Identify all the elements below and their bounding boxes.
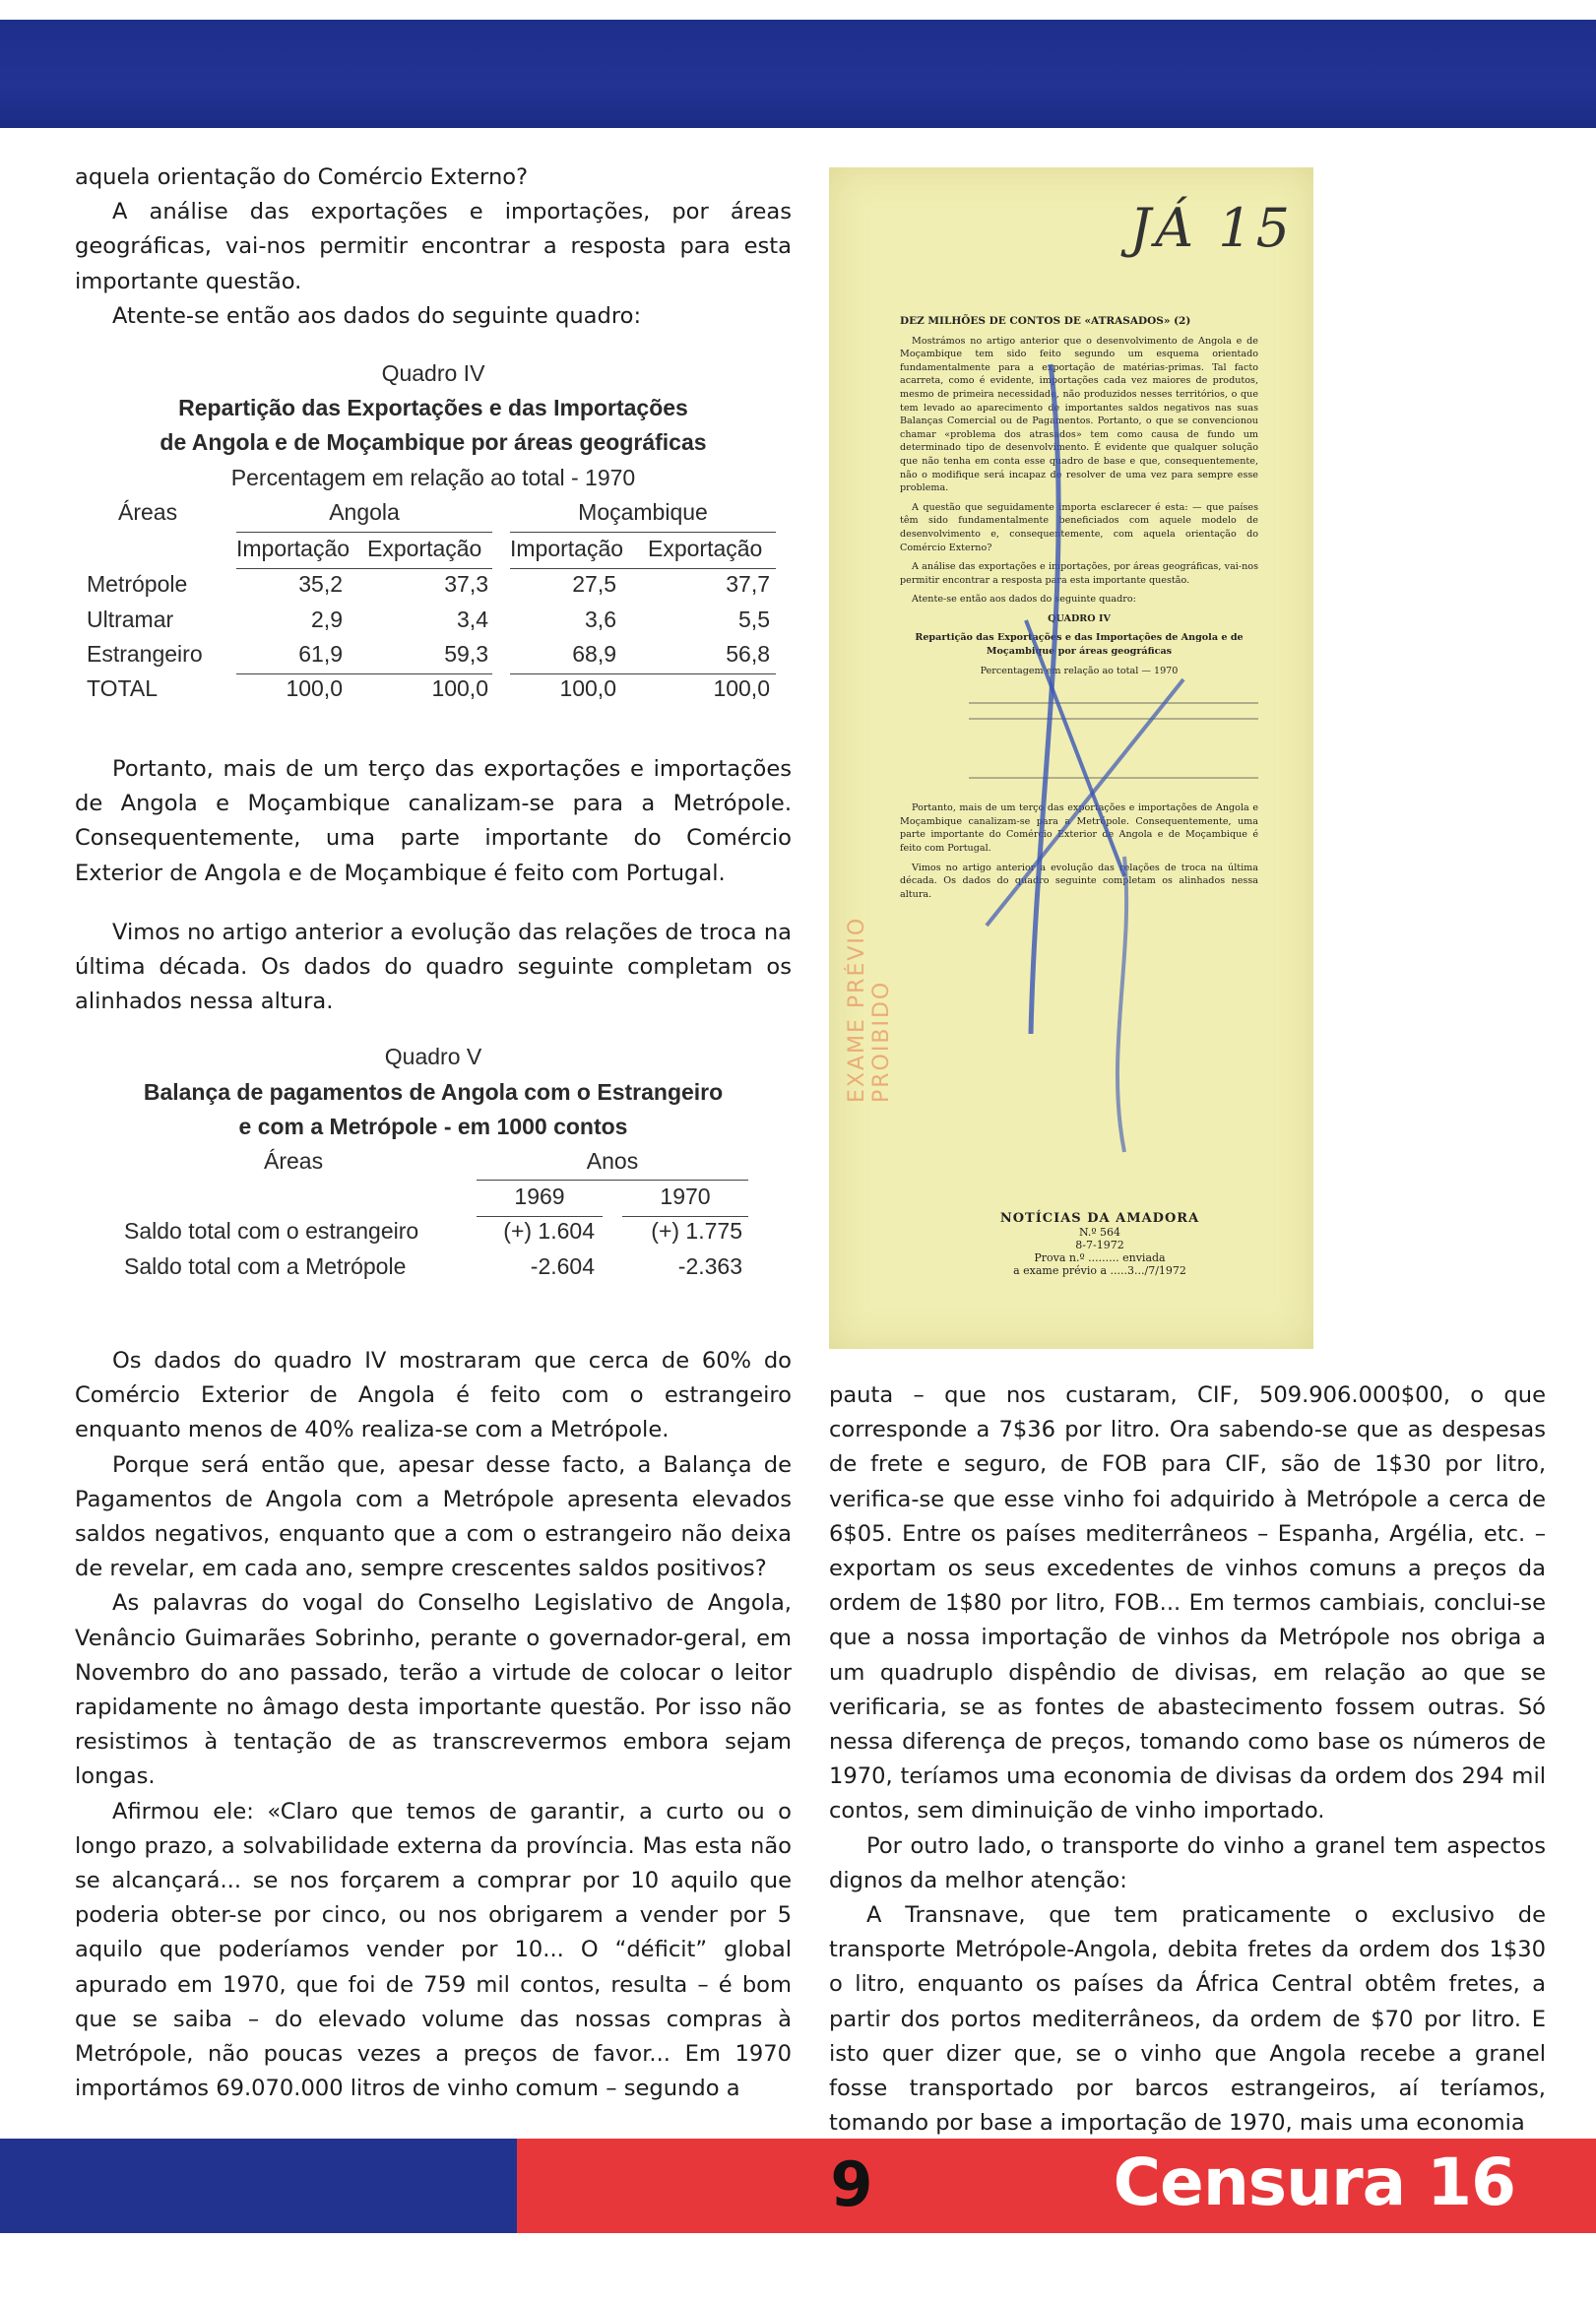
proof-line: Prova n.º ......... enviada — [1034, 1251, 1166, 1264]
table-cell: 59,3 — [444, 641, 488, 667]
table-cell: 37,3 — [444, 571, 488, 597]
footer-band-red — [517, 2139, 1596, 2233]
table-rule — [510, 532, 776, 533]
clipping-paragraph: Mostrámos no artigo anterior que o desenvolvimento de Angola e de Moçambique tem sido feito segundo um esquema orientado fundamentalmente para a exportação de matérias-primas. Tal facto acarreta, como é evidente, importações cada vez maiores de produtos, mesmo de primeira necessidade, não produzidos nesses territórios, o que tem levado ao aparecimento de importantes saldos negativos nas suas Balanças Comercial ou de Pagamentos. Portanto, o que se convencionou chamar «problema dos atrasados» tem como causa de fundo um determinado tipo de desenvolvimento. É evidente que qualquer solução que não tenha em conta esse quadro de base e que, consequentemente, não o modifique será incapaz de resolver de uma vez para sempre esse problema. — [900, 335, 1258, 494]
row-label: TOTAL — [87, 675, 158, 701]
table-cell: 2,9 — [311, 607, 343, 632]
censored-newspaper-clipping — [829, 167, 1313, 1349]
table-cell: 3,4 — [457, 607, 488, 632]
subheader-import: Importação — [236, 536, 351, 561]
table-cell: 27,5 — [572, 571, 616, 597]
table-subtitle: Percentagem em relação ao total - 1970 — [230, 465, 636, 490]
paragraph: Por outro lado, o transporte do vinho a granel tem aspectos dignos da melhor atenção: — [829, 1832, 1546, 1893]
table-cell: 100,0 — [431, 675, 488, 701]
table-cell: 100,0 — [559, 675, 616, 701]
clipping-footer — [977, 1211, 1223, 1277]
table-cell: 37,7 — [726, 571, 770, 597]
column-header-areas: Áreas — [264, 1148, 324, 1174]
header-band — [0, 20, 1596, 128]
left-column-intro — [75, 160, 792, 334]
table-rule — [510, 673, 776, 674]
issue-date: 8-7-1972 — [1075, 1239, 1124, 1251]
paragraph: Os dados do quadro IV mostraram que cerca de 60% do Comércio Exterior de Angola é feito com o estrangeiro enquanto menos de 40% realiza-se com a Metrópole. — [75, 1348, 792, 1443]
paragraph: A Transnave, que tem praticamente o exclusivo de transporte Metrópole-Angola, debita fretes da ordem dos 1$30 o litro, enquanto os países da África Central obtêm fretes, a partir dos portos mediterrâneos, da ordem de $70 por litro. E isto quer dizer que, se o vinho que Angola recebe a granel fosse transportado por barcos estrangeiros, aí teríamos, tomando por base a importação de 1970, mais uma economia — [829, 1902, 1546, 2137]
footer-band-blue — [0, 2139, 517, 2233]
subheader-export: Exportação — [648, 536, 763, 561]
table-cell: (+) 1.604 — [503, 1218, 595, 1244]
table-cell: -2.604 — [530, 1253, 595, 1279]
table-rule — [477, 1180, 748, 1181]
paragraph: Atente-se então aos dados do seguinte quadro: — [112, 302, 642, 329]
issue-number: N.º 564 — [1078, 1226, 1121, 1239]
table-cell: 100,0 — [713, 675, 770, 701]
table-rule — [477, 1216, 603, 1217]
exam-line: a exame prévio a .....3.../7/1972 — [1013, 1264, 1186, 1277]
clipping-title: DEZ MILHÕES DE CONTOS DE «ATRASADOS» (2) — [900, 315, 1191, 327]
row-label: Metrópole — [87, 571, 188, 597]
table-cell: 35,2 — [298, 571, 343, 597]
paragraph: A análise das exportações e importações, por áreas geográficas, vai-nos permitir encontrar a resposta para esta importante questão. — [75, 199, 792, 294]
paragraph: As palavras do vogal do Conselho Legislativo de Angola, Venâncio Guimarães Sobrinho, perante o governador-geral, em Novembro do ano passado, terão a virtude de colocar o leitor rapidamente no âmago desta importante questão. Por isso não resistimos à tentação de as transcrevermos embora sejam longas. — [75, 1590, 792, 1790]
table-rule — [236, 532, 492, 533]
page-number: 9 — [830, 2148, 873, 2220]
table-cell: 5,5 — [738, 607, 770, 632]
paragraph: pauta – que nos custaram, CIF, 509.906.000$00, o que corresponde a 7$36 por litro. Ora sabendo-se que as despesas de frete e seguro, de FOB para CIF, são de 1$30 por litro, verifica-se que esse vinho foi adquirido à Metrópole a cerca de 6$05. Entre os países mediterrâneos – Espanha, Argélia, etc. – exportam os seus excedentes de vinhos comuns a preços da ordem de 1$80 por litro, FOB... Em termos cambiais, conclui-se que a nossa importação de vinhos da Metrópole nos obriga a um quadruplo dispêndio de divisas, em relação ao que se verificaria, se as fontes de abastecimento fossem outras. Só nessa diferença de preços, tomando como base os números de 1970, teríamos uma economia de divisas da ordem dos 294 mil contos, sem diminuição de vinho importado. — [829, 1382, 1546, 1824]
censorship-stamp: EXAME PRÉVIO PROIBIDO — [845, 916, 894, 1103]
clipping-paragraph: A questão que seguidamente importa esclarecer é esta: — que países têm sido fundamentalmente beneficiados com aquele modelo de desenvolvimento e, consequentemente, com aquela orientação do Comércio Externo? — [900, 501, 1258, 553]
paragraph: aquela orientação do Comércio Externo? — [75, 164, 529, 190]
column-header-angola: Angola — [329, 499, 400, 525]
table-title: Repartição das Exportações e das Importações — [178, 395, 688, 420]
row-label: Estrangeiro — [87, 641, 203, 667]
right-column — [829, 1378, 1546, 2141]
left-column-middle-2 — [75, 916, 792, 1020]
year-header: 1970 — [660, 1184, 711, 1209]
clipping-paragraph: Atente-se então aos dados do seguinte quadro: — [912, 594, 1136, 606]
table-label: Quadro V — [384, 1044, 482, 1069]
clipping-paragraph: A análise das exportações e importações, por áreas geográficas, vai-nos permitir encontrar a resposta para esta importante questão. — [900, 561, 1258, 586]
handwritten-note: JÁ 15 — [1129, 197, 1294, 259]
table-title: de Angola e de Moçambique por áreas geográficas — [160, 429, 707, 455]
table-rule — [236, 673, 492, 674]
paragraph: Afirmou ele: «Claro que temos de garantir, a curto ou o longo prazo, a solvabilidade externa da província. Mas esta não se alcançará... se nos forçarem a comprar por 10 aquilo que poderia obter-se por cinco, ou nos obrigarem a vender por 5 aquilo que poderíamos vender por 10... O “déficit” global apurado em 1970, que foi de 759 mil contos, resulta – é bom que se saiba – do elevado volume das nossas compras à Metrópole, não poucas vezes a preços de favor... Em 1970 importámos 69.070.000 litros de vinho comum – segundo a — [75, 1798, 792, 2102]
paragraph: Porque será então que, apesar desse facto, a Balança de Pagamentos de Angola com a Metrópole apresenta elevados saldos negativos, enquanto que a com o estrangeiro não deixa de revelar, em cada ano, sempre crescentes saldos positivos? — [75, 1451, 792, 1582]
table-cell: -2.363 — [677, 1253, 742, 1279]
left-column-middle — [75, 752, 792, 891]
magazine-title: Censura 16 — [1113, 2144, 1515, 2220]
newspaper-name: NOTÍCIAS DA AMADORA — [999, 1211, 1200, 1226]
table-rule — [236, 568, 492, 569]
column-header-mocambique: Moçambique — [578, 499, 708, 525]
subheader-export: Exportação — [367, 536, 482, 561]
table-rule — [510, 568, 776, 569]
censor-cross-out — [829, 167, 1313, 1349]
row-label: Saldo total com a Metrópole — [124, 1253, 407, 1279]
row-label: Saldo total com o estrangeiro — [124, 1218, 419, 1244]
table-cell: 56,8 — [726, 641, 770, 667]
column-header-anos: Anos — [586, 1148, 639, 1174]
table-cell: 61,9 — [298, 641, 343, 667]
column-header-areas: Áreas — [118, 499, 178, 525]
clipping-table-label: QUADRO IV — [1048, 612, 1111, 624]
table-label: Quadro IV — [381, 360, 485, 386]
table-cell: (+) 1.775 — [651, 1218, 742, 1244]
clipping-paragraph: Portanto, mais de um terço das exportações e importações de Angola e Moçambique canalizam-se para a Metrópole. Consequentemente, uma parte importante do Comércio Exterior de Angola e de Moçambique é feito com Portugal. — [900, 802, 1258, 855]
table-cell: 68,9 — [572, 641, 616, 667]
table-title: e com a Metrópole - em 1000 contos — [238, 1114, 628, 1139]
left-column-bottom — [75, 1344, 792, 2106]
table-cell: 100,0 — [286, 675, 343, 701]
subheader-import: Importação — [510, 536, 624, 561]
paragraph: Portanto, mais de um terço das exportações e importações de Angola e Moçambique canalizam-se para a Metrópole. Consequentemente, uma parte importante do Comércio Exterior de Angola e de Moçambique é feito com Portugal. — [75, 756, 792, 886]
row-label: Ultramar — [87, 607, 174, 632]
table-cell: 3,6 — [585, 607, 616, 632]
clipping-paragraph: Vimos no artigo anterior a evolução das relações de troca na última década. Os dados do quadro seguinte completam os alinhados nessa altura. — [900, 862, 1258, 900]
clipping-table-subtitle: Percentagem em relação ao total — 1970 — [980, 665, 1179, 676]
year-header: 1969 — [514, 1184, 565, 1209]
paragraph: Vimos no artigo anterior a evolução das relações de troca na última década. Os dados do quadro seguinte completam os alinhados nessa altura. — [75, 920, 792, 1015]
table-rule — [622, 1216, 748, 1217]
footer-band — [0, 2139, 1596, 2233]
table-title: Balança de pagamentos de Angola com o Estrangeiro — [143, 1079, 724, 1105]
clipping-table-title: Repartição das Exportações e das Importações de Angola e de Moçambique por áreas geográficas — [915, 632, 1244, 658]
